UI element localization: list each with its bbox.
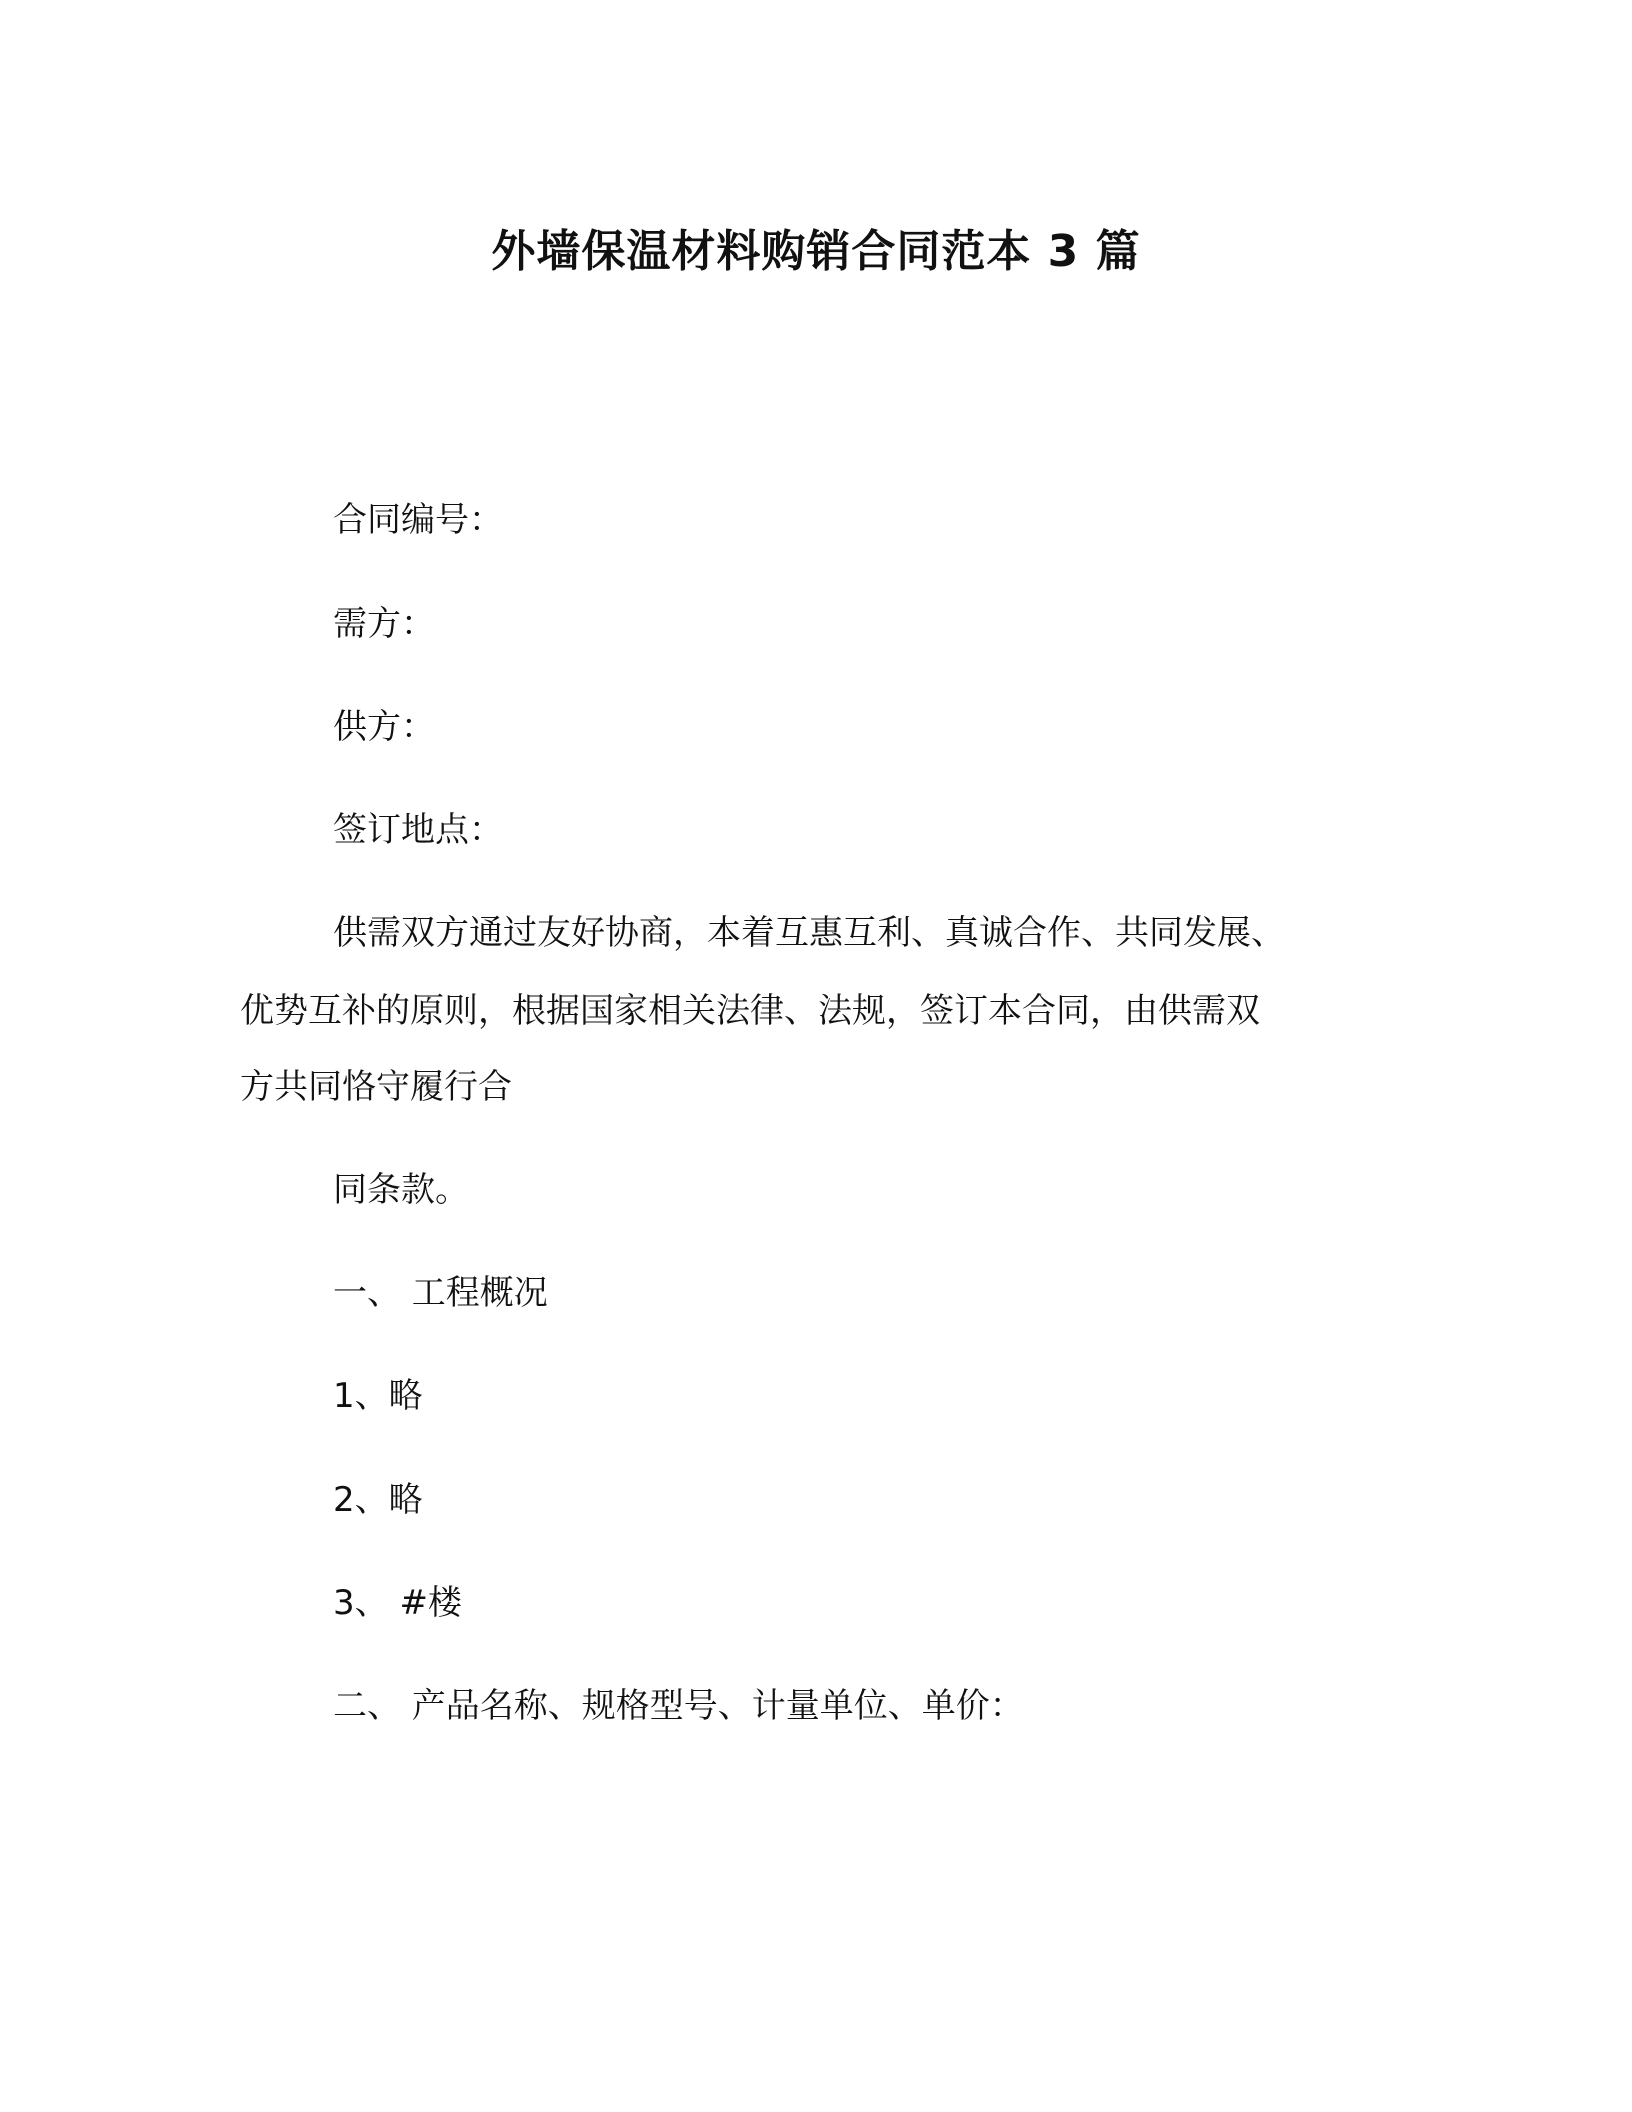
intro-line-1: 供需双方通过友好协商，本着互惠互利、真诚合作、共同发展、 xyxy=(333,913,1285,953)
intro-line-3: 方共同恪守履行合 xyxy=(240,1067,512,1107)
document-title: 外墙保温材料购销合同范本 3 篇 xyxy=(491,226,1141,277)
section-2-heading: 二、 产品名称、规格型号、计量单位、单价： xyxy=(333,1686,1024,1726)
intro-line-4: 同条款。 xyxy=(333,1170,469,1210)
contract-number-label: 合同编号： xyxy=(333,500,503,540)
supplier-label: 供方： xyxy=(333,707,435,747)
buyer-label: 需方： xyxy=(333,604,435,644)
intro-line-2: 优势互补的原则，根据国家相关法律、法规，签订本合同，由供需双 xyxy=(240,991,1260,1031)
section-1-item: 3、 #楼 xyxy=(333,1583,462,1623)
signing-place-label: 签订地点： xyxy=(333,810,503,850)
section-1-item: 2、略 xyxy=(333,1480,423,1520)
section-1-item: 1、略 xyxy=(333,1376,423,1416)
section-1-heading: 一、 工程概况 xyxy=(333,1273,548,1313)
